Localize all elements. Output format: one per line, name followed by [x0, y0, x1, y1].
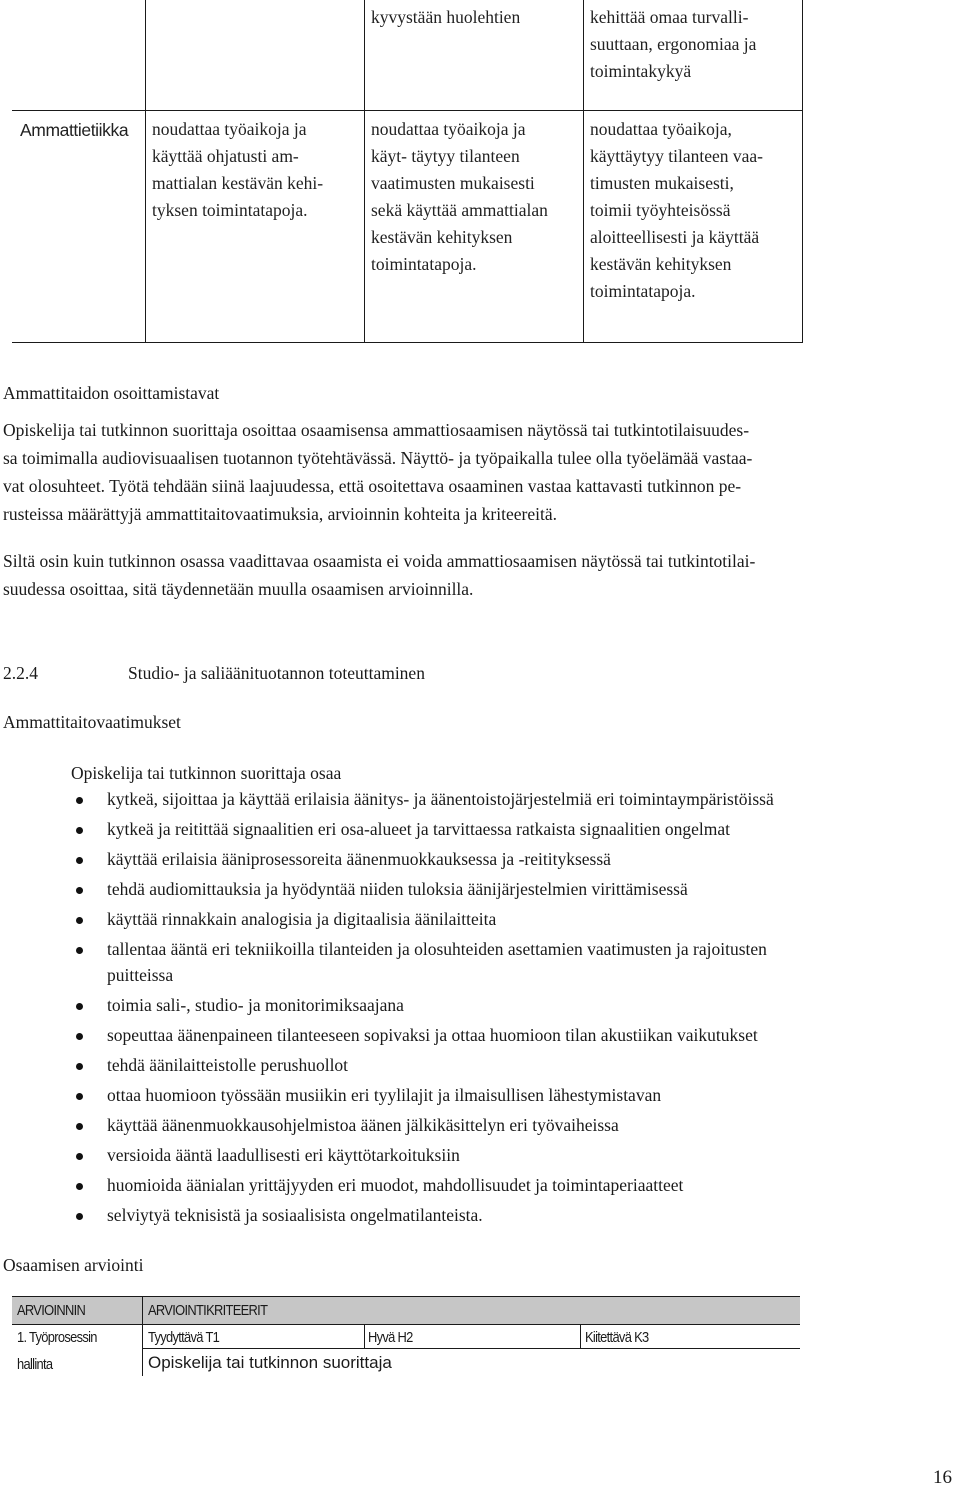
list-item: käyttää äänenmuokkausohjelmistoa äänen jälkikäsittelyn eri työvaiheissa	[70, 1112, 950, 1138]
list-item: käyttää erilaisia ääniprosessoreita äänenmuokkauksessa ja -reitityksessä	[70, 846, 950, 872]
list-item: huomioida äänialan yrittäjyyden eri muodot, mahdollisuudet ja toimintaperiaatteet	[70, 1172, 950, 1198]
grade-h2: Hyvä H2	[368, 1329, 413, 1346]
bullet-icon	[76, 917, 83, 924]
assessment-heading: Osaamisen arviointi	[3, 1255, 144, 1275]
table-header-fill	[12, 1296, 800, 1324]
table-border	[364, 0, 365, 343]
list-item: kytkeä ja reitittää signaalitien eri osa-alueet ja tarvittaessa ratkaista signaalitien ongelmat	[70, 816, 950, 842]
bullet-icon	[76, 1093, 83, 1100]
row-label-line2: hallinta	[17, 1356, 53, 1373]
bullet-icon	[76, 857, 83, 864]
list-item: sopeuttaa äänenpaineen tilanteeseen sopivaksi ja ottaa huomioon tilan akustiikan vaikutukset	[70, 1022, 950, 1048]
table-border	[142, 1348, 800, 1349]
demo-paragraph-2: Siltä osin kuin tutkinnon osassa vaadittavaa osaamista ei voida ammattiosaamisen näytössä tai tutkintotilai- suudessa osoittaa, sitä täydennetään muulla osaamisen arvioinnilla.	[3, 551, 756, 599]
table-border	[802, 0, 803, 343]
table-border	[12, 110, 803, 111]
table-border	[12, 1324, 800, 1325]
list-item: käyttää rinnakkain analogisia ja digitaalisia äänilaitteita	[70, 906, 950, 932]
bullet-icon	[76, 1183, 83, 1190]
bullet-icon	[76, 827, 83, 834]
row2-col3: noudattaa työaikoja ja käyt- täytyy tilanteen vaatimusten mukaisesti sekä käyttää ammattialan kestävän kehityksen toimintatapoja.	[371, 119, 548, 274]
section-heading-demo: Ammattitaidon osoittamistavat	[3, 383, 220, 403]
row2-col1-label: Ammattietiikka	[20, 120, 129, 140]
header-assessment-target: ARVIOINNIN	[17, 1302, 86, 1319]
list-item: kytkeä, sijoittaa ja käyttää erilaisia äänitys- ja äänentoistojärjestelmiä eri toimintaympäristöissä	[70, 786, 950, 812]
bullet-icon	[76, 1123, 83, 1130]
grade-k3: Kiitettävä K3	[585, 1329, 649, 1346]
row1-col3: kyvystään huolehtien	[371, 7, 521, 27]
bullet-icon	[76, 1063, 83, 1070]
list-item: versioida ääntä laadullisesti eri käyttötarkoituksiin	[70, 1142, 950, 1168]
section-number: 2.2.4	[3, 663, 38, 683]
bullet-icon	[76, 1153, 83, 1160]
table-border	[12, 342, 803, 343]
page-number: 16	[933, 1467, 952, 1488]
table-border	[142, 1297, 143, 1376]
row2-col4: noudattaa työaikoja, käyttäytyy tilanteen vaa- timusten mukaisesti, toimii työyhteisössä aloitteellisesti ja käyttää kestävän kehityksen toimintatapoja.	[590, 119, 763, 301]
section-title: Studio- ja saliäänituotannon toteuttaminen	[128, 663, 425, 683]
bullet-icon	[76, 1003, 83, 1010]
list-item: ottaa huomioon työssään musiikin eri tyylilajit ja ilmaisullisen lähestymistavan	[70, 1082, 950, 1108]
list-item: tehdä äänilaitteistolle perushuollot	[70, 1052, 950, 1078]
table-border	[12, 1296, 800, 1297]
list-item: tallentaa ääntä eri tekniikoilla tilanteiden ja olosuhteiden asettamien vaatimusten ja rajoitusten puitteissa	[70, 936, 950, 988]
list-item: selviytyä teknisistä ja sosiaalisista ongelmatilanteista.	[70, 1202, 950, 1228]
bullet-icon	[76, 887, 83, 894]
sub-heading-requirements: Ammattitaitovaatimukset	[3, 712, 181, 732]
list-item: tehdä audiomittauksia ja hyödyntää niiden tuloksia äänijärjestelmien virittämisessä	[70, 876, 950, 902]
assessment-table	[12, 1296, 800, 1376]
bullet-icon	[76, 947, 83, 954]
bullet-icon	[76, 1033, 83, 1040]
bullet-icon	[76, 797, 83, 804]
requirements-list	[70, 786, 950, 1232]
table-border	[364, 1324, 365, 1348]
table-border	[583, 0, 584, 343]
table-border	[580, 1324, 581, 1348]
criteria-row-text: Opiskelija tai tutkinnon suorittaja	[148, 1353, 392, 1372]
requirements-intro: Opiskelija tai tutkinnon suorittaja osaa	[71, 763, 342, 783]
table-border	[145, 0, 146, 343]
bullet-icon	[76, 1213, 83, 1220]
header-criteria: ARVIOINTIKRITEERIT	[148, 1302, 268, 1319]
demo-paragraph-1: Opiskelija tai tutkinnon suorittaja osoittaa osaamisensa ammattiosaamisen näytössä tai tutkintotilaisuudes- sa toimimalla audiovisuaalisen tuotannon työtehtävässä. Näyttö- ja työpaikalla tulee olla työelämää vastaa- vat olosuhteet. Työtä tehdään siinä laajuudessa, että osoitettava osaaminen vastaa kattavasti tutkinnon pe- rusteissa määrättyjä ammattitaitovaatimuksia, arvioinnin kohteita ja kriteereitä.	[3, 420, 753, 524]
row-label-line1: 1. Työprosessin	[17, 1329, 97, 1346]
row1-col4: kehittää omaa turvalli- suuttaan, ergonomiaa ja toimintakykyä	[590, 7, 757, 81]
list-item: toimia sali-, studio- ja monitorimiksaajana	[70, 992, 950, 1018]
grade-t1: Tyydyttävä T1	[148, 1329, 220, 1346]
row2-col2: noudattaa työaikoja ja käyttää ohjatusti am- mattialan kestävän kehi- tyksen toimintatapoja.	[152, 119, 324, 220]
